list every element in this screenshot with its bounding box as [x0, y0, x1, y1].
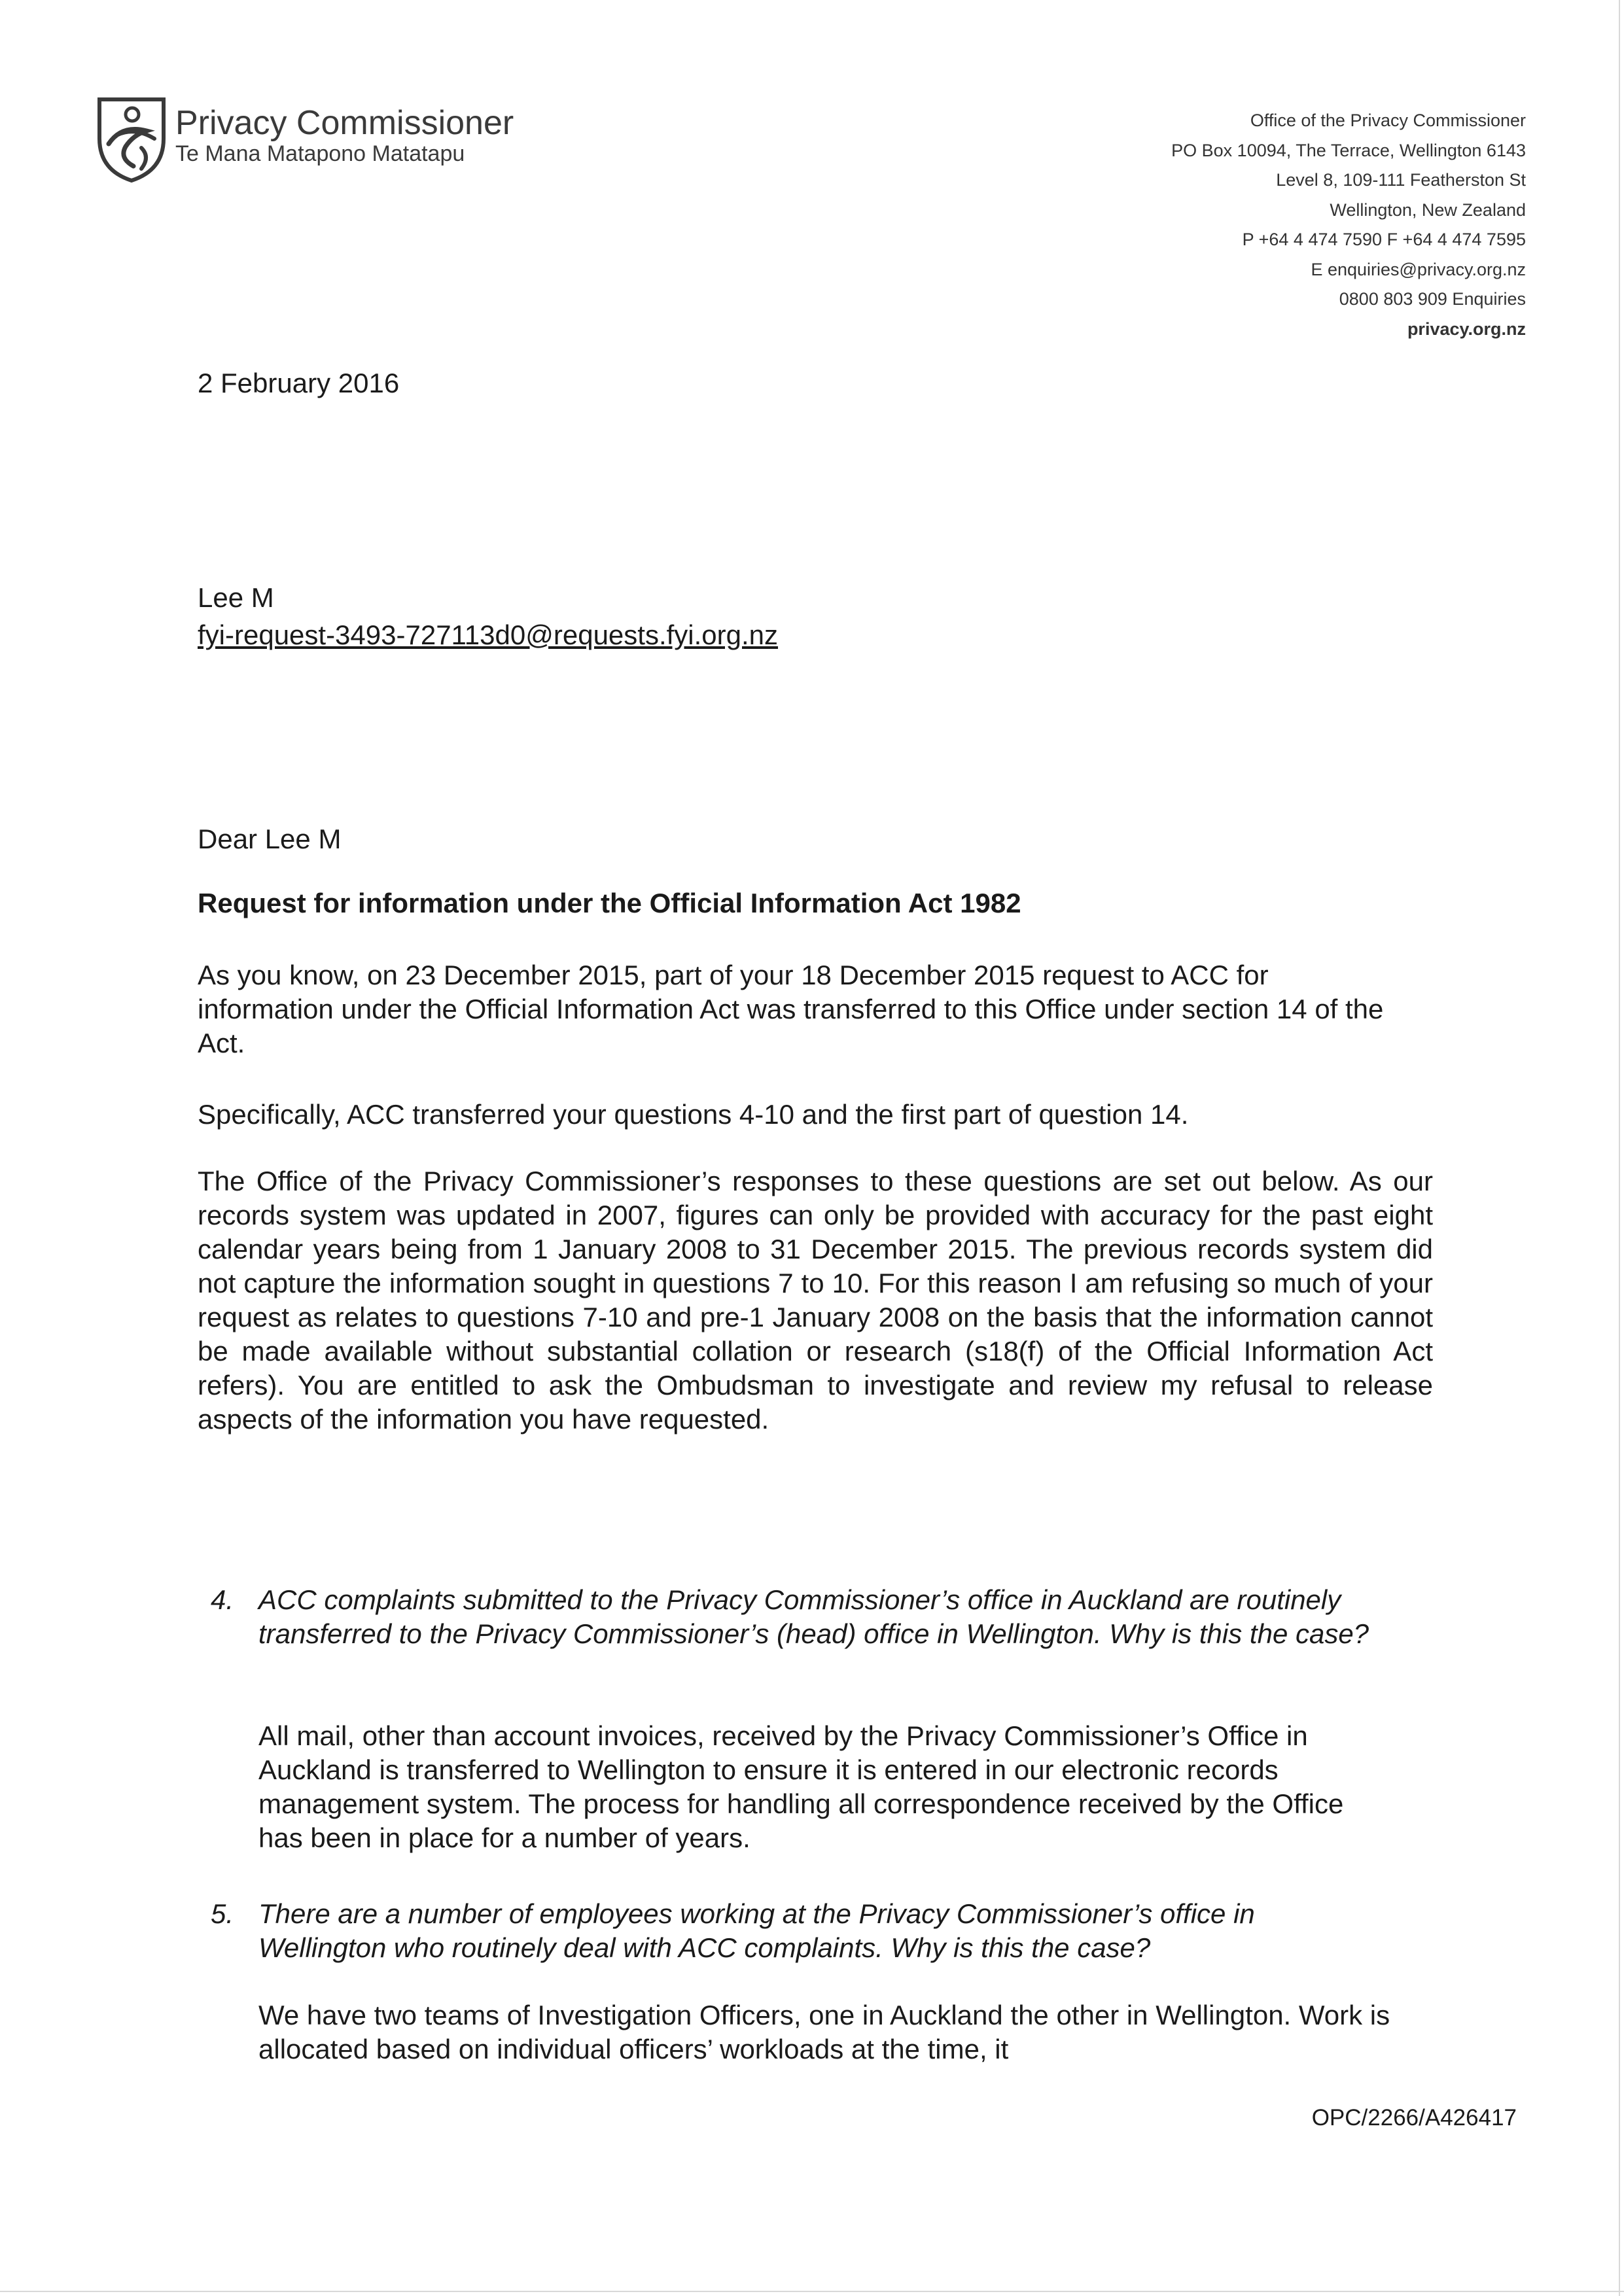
paragraph: The Office of the Privacy Commissioner’s responses to these questions are set out below. As our records system was updated in 2007, figures can only be provided with accuracy for the past eight calendar years being from 1 January 2008 to 31 December 2015. The previous records system did not capture the information sought in questions 7 to 10. For this reason I am refusing so much of your request as relates to questions 7-10 and pre-1 January 2008 on the basis that the information cannot be made available without substantial collation or research (s18(f) of the Official Information Act refers). You are entitled to ask the Ombudsman to investigate and review my refusal to release aspects of the information you have requested. — [198, 1166, 1433, 1435]
answer-text: We have two teams of Investigation Officers, one in Auckland the other in Wellington. Work is allocated based on individual officers’ workloads at the time, it — [258, 2000, 1390, 2064]
salutation: Dear Lee M — [198, 824, 342, 854]
address-phone-fax: P +64 4 474 7590 F +64 4 474 7595 — [1242, 230, 1526, 249]
page-edge — [1619, 0, 1620, 2296]
sender-address-block — [1002, 106, 1526, 344]
address-enquiries-phone: 0800 803 909 Enquiries — [1339, 289, 1526, 309]
paragraph: As you know, on 23 December 2015, part of your 18 December 2015 request to ACC for information under the Official Information Act was transferred to this Office under section 14 of the Act. — [198, 960, 1384, 1058]
recipient-email-link[interactable]: fyi-request-3493-727113d0@requests.fyi.org.nz — [198, 619, 779, 650]
question-number: 4. — [211, 1584, 234, 1615]
letter-heading: Request for information under the Official Information Act 1982 — [198, 888, 1021, 918]
address-line: Wellington, New Zealand — [1330, 200, 1526, 220]
brand-name: Privacy Commissioner — [175, 104, 514, 142]
paragraph: Specifically, ACC transferred your questions 4-10 and the first part of question 14. — [198, 1099, 1189, 1130]
answer-text: All mail, other than account invoices, received by the Privacy Commissioner’s Office in Auckland is transferred to Wellington to ensure it is entered in our electronic records management system. The process for handling all correspondence received by the Office has been in place for a number of years. — [258, 1720, 1344, 1853]
page-edge — [0, 2291, 1624, 2292]
question-number: 5. — [211, 1898, 234, 1929]
question-text: ACC complaints submitted to the Privacy Commissioner’s office in Auckland are routinely transferred to the Privacy Commissioner’s (head) office in Wellington. Why is this the case? — [258, 1584, 1369, 1649]
document-reference-number: OPC/2266/A426417 — [1311, 2105, 1517, 2131]
address-email: E enquiries@privacy.org.nz — [1311, 259, 1526, 279]
privacy-commissioner-logo-icon — [96, 93, 168, 184]
address-line: Level 8, 109-111 Featherston St — [1276, 170, 1526, 190]
question-text: There are a number of employees working at the Privacy Commissioner’s office in Wellington who routinely deal with ACC complaints. Why is this the case? — [258, 1898, 1255, 1963]
address-website: privacy.org.nz — [1407, 319, 1526, 339]
letter-date: 2 February 2016 — [198, 368, 400, 398]
brand-subtitle: Te Mana Matapono Matatapu — [175, 141, 465, 166]
recipient-name: Lee M — [198, 582, 274, 613]
address-line: PO Box 10094, The Terrace, Wellington 6143 — [1171, 140, 1526, 160]
address-line: Office of the Privacy Commissioner — [1250, 111, 1526, 130]
